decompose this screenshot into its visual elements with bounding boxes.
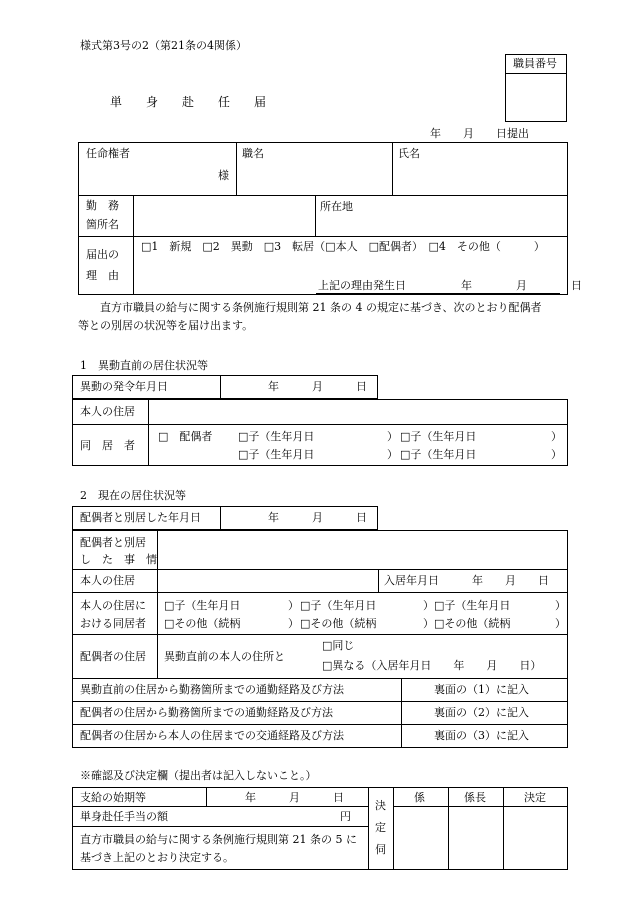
s1-child-2-close: ） <box>551 430 562 443</box>
s2-child-1-close: ） <box>288 599 299 612</box>
move-date-label: 異動の発令年月日 <box>80 380 168 393</box>
post-label: 職名 <box>242 147 264 160</box>
kettei-header: 決定 <box>524 791 546 804</box>
s2-child-1[interactable]: □子（生年月日 <box>164 599 241 612</box>
s2-reason-label-line1: 配偶者と別居 <box>80 536 146 549</box>
decision-line2: 基づき上記のとおり決定する。 <box>80 851 234 864</box>
amount-label: 単身赴任手当の額 <box>80 810 168 823</box>
s2-other-1[interactable]: □その他（続柄 <box>164 617 241 630</box>
s2-different-option[interactable]: □異なる（入居年月日 年 月 日） <box>322 659 542 672</box>
s2-same-option[interactable]: □同じ <box>322 639 355 652</box>
s1-child-4[interactable]: □子（生年月日 <box>400 448 477 461</box>
s2-child-3-close: ） <box>555 599 566 612</box>
start-label: 支給の始期等 <box>80 791 146 804</box>
separation-date-value[interactable]: 年 月 日 <box>268 511 367 524</box>
form-id: 様式第3号の2（第21条の4関係） <box>80 39 247 52</box>
s1-child-2[interactable]: □子（生年月日 <box>400 430 477 443</box>
separation-date-label: 配偶者と別居した年月日 <box>80 511 201 524</box>
submit-date[interactable]: 年 月 日提出 <box>430 127 529 140</box>
reason-label-line2: 理 由 <box>86 269 119 282</box>
s2-child-2-close: ） <box>423 599 434 612</box>
sama-label: 様 <box>218 169 229 182</box>
office-label-line1: 勤 務 <box>86 199 119 212</box>
s1-child-4-close: ） <box>551 448 562 461</box>
kakaricho-header: 係長 <box>464 791 486 804</box>
s2-cohabit-label-line2: おける同居者 <box>80 617 146 630</box>
section1-table <box>72 399 568 466</box>
s2-other-2-close: ） <box>423 617 434 630</box>
section3-heading: ※確認及び決定欄（提出者は記入しないこと。） <box>80 769 317 782</box>
office-label-line2: 箇所名 <box>86 218 119 231</box>
s2-reason-label-line2: し た 事 情 <box>80 553 157 566</box>
route3-ref: 裏面の（3）に記入 <box>434 729 529 742</box>
s2-other-3-close: ） <box>555 617 566 630</box>
intro-line1: 直方市職員の給与に関する条例施行規則第 21 条の 4 の規定に基づき、次のとおり配偶者 <box>100 301 542 314</box>
name-label: 氏名 <box>398 147 420 160</box>
kakari-header: 係 <box>414 791 425 804</box>
applicant-table <box>78 142 568 295</box>
s2-self-address-label: 本人の住居 <box>80 574 135 587</box>
route1-ref: 裏面の（1）に記入 <box>434 683 529 696</box>
location-label: 所在地 <box>320 200 353 213</box>
move-date-value[interactable]: 年 月 日 <box>268 380 367 393</box>
kettei-char-2: 定 <box>375 821 386 834</box>
s1-child-1[interactable]: □子（生年月日 <box>238 430 315 443</box>
s2-other-1-close: ） <box>288 617 299 630</box>
start-value[interactable]: 年 月 日 <box>245 791 344 804</box>
s2-other-2[interactable]: □その他（続柄 <box>300 617 377 630</box>
appointer-label: 任命権者 <box>86 147 130 160</box>
s1-child-3-close: ） <box>387 448 398 461</box>
s2-cohabit-label-line1: 本人の住居に <box>80 599 146 612</box>
s2-spouse-address-label: 配偶者の住居 <box>80 650 146 663</box>
s2-child-2[interactable]: □子（生年月日 <box>300 599 377 612</box>
reason-date[interactable]: 上記の理由発生日 年 月 日 <box>318 279 582 292</box>
s2-move-in-date[interactable]: 入居年月日 年 月 日 <box>384 574 549 587</box>
route3-label: 配偶者の住居から本人の住居までの交通経路及び方法 <box>80 729 344 742</box>
decision-line1: 直方市職員の給与に関する条例施行規則第 21 条の 5 に <box>80 833 357 846</box>
yen-label: 円 <box>340 810 351 823</box>
section2-heading: 2 現在の居住状況等 <box>80 489 186 502</box>
staff-number-label: 職員番号 <box>513 57 557 70</box>
route2-ref: 裏面の（2）に記入 <box>434 706 529 719</box>
s2-spouse-address-text: 異動直前の本人の住所と <box>164 650 285 663</box>
kettei-char-3: 伺 <box>375 843 386 856</box>
s1-child-1-close: ） <box>387 430 398 443</box>
s2-other-3[interactable]: □その他（続柄 <box>434 617 511 630</box>
s1-self-address-label: 本人の住居 <box>80 405 135 418</box>
route2-label: 配偶者の住居から勤務箇所までの通勤経路及び方法 <box>80 706 333 719</box>
section1-heading: 1 異動直前の居住状況等 <box>80 359 208 372</box>
reason-label-line1: 届出の <box>86 248 119 261</box>
s2-child-3[interactable]: □子（生年月日 <box>434 599 511 612</box>
page-title: 単 身 赴 任 届 <box>110 95 267 109</box>
s1-child-3[interactable]: □子（生年月日 <box>238 448 315 461</box>
kettei-char-1: 決 <box>375 799 386 812</box>
s1-cohabit-label: 同 居 者 <box>80 439 135 452</box>
intro-line2: 等との別居の状況等を届け出ます。 <box>78 319 254 332</box>
s1-spouse-opt[interactable]: □ 配偶者 <box>158 430 213 443</box>
route1-label: 異動直前の住居から勤務箇所までの通勤経路及び方法 <box>80 683 344 696</box>
reason-options[interactable]: □1 新規 □2 異動 □3 転居（□本人 □配偶者） □4 その他（ ） <box>141 240 545 253</box>
